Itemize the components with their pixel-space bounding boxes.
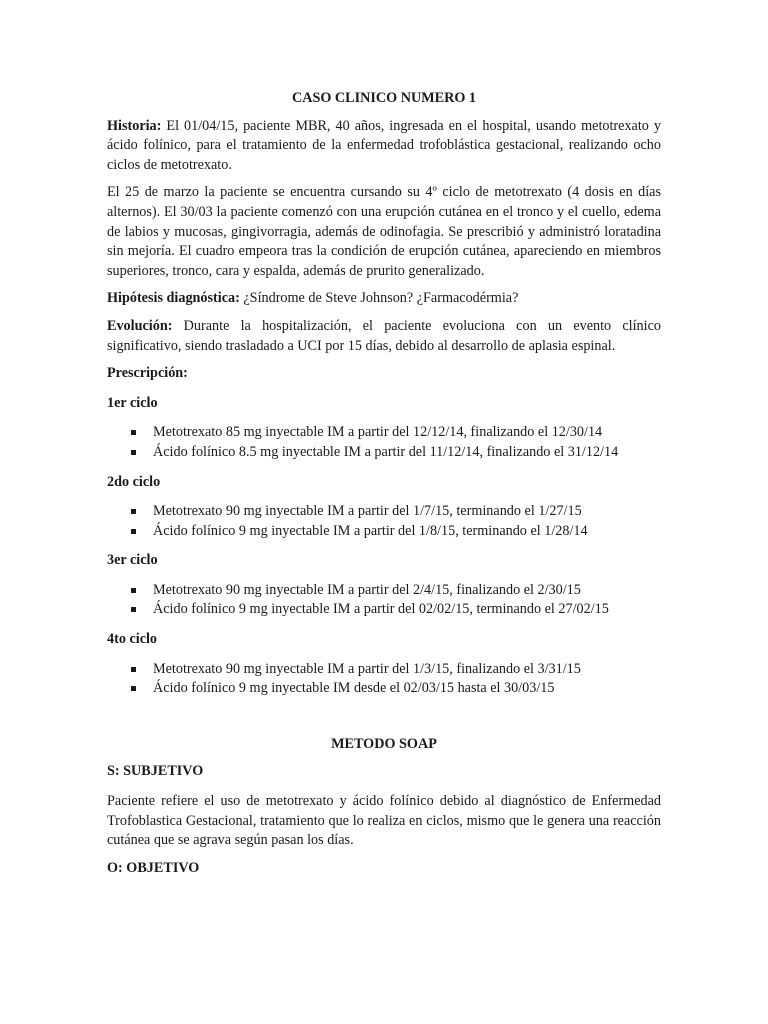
list-item-text: Ácido folínico 8.5 mg inyectable IM a partir del 11/12/14, finalizando el 31/12/14	[153, 443, 619, 460]
square-bullet-icon	[131, 686, 136, 691]
prescripcion-heading: Prescripción:	[107, 365, 188, 382]
cycle-1-list	[107, 423, 661, 462]
square-bullet-icon	[131, 588, 136, 593]
soap-title: METODO SOAP	[331, 735, 437, 752]
evolucion-label: Evolución:	[107, 317, 173, 334]
list-item	[107, 443, 661, 463]
subjetivo-paragraph: Paciente refiere el uso de metotrexato y ácido folínico debido al diagnóstico de Enfermedad Trofoblastica Gestacional, tratamiento que lo realiza en ciclos, mismo que le genera una reacción cutánea que se agrava según pasan los días.	[107, 793, 661, 849]
cycle-4-list	[107, 660, 661, 699]
list-item	[107, 581, 661, 601]
list-item-text: Ácido folínico 9 mg inyectable IM a partir del 02/02/15, terminando el 27/02/15	[153, 601, 609, 618]
list-item	[107, 423, 661, 443]
cycle-4-heading: 4to ciclo	[107, 631, 158, 648]
list-item	[107, 660, 661, 680]
hipotesis-label: Hipótesis diagnóstica:	[107, 290, 240, 307]
document-body	[107, 89, 661, 888]
historia-text: El 01/04/15, paciente MBR, 40 años, ingresada en el hospital, usando metotrexato y ácido folínico, para el tratamiento de la enfermedad trofoblástica gestacional, realizando ocho ciclos de metotrexato.	[107, 117, 661, 173]
square-bullet-icon	[131, 607, 136, 612]
list-item-text: Metotrexato 90 mg inyectable IM a partir del 1/3/15, finalizando el 3/31/15	[153, 660, 581, 677]
list-item	[107, 522, 661, 542]
cycle-2-list	[107, 502, 661, 541]
square-bullet-icon	[131, 509, 136, 514]
square-bullet-icon	[131, 667, 136, 672]
historia-label: Historia:	[107, 117, 162, 134]
cycle-3-heading: 3er ciclo	[107, 552, 158, 569]
evolucion-paragraph	[107, 317, 661, 356]
cycle-3-list	[107, 581, 661, 620]
case-description-paragraph: El 25 de marzo la paciente se encuentra cursando su 4º ciclo de metotrexato (4 dosis en días alternos). El 30/03 la paciente comenzó con una erupción cutánea en el tronco y el cuello, edema de labios y mucosas, gingivorragia, además de odinofagia. Se prescribió y administró loratadina sin mejoría. El cuadro empeora tras la condición de erupción cutánea, apareciendo en miembros superiores, tronco, cara y espalda, además de prurito generalizado.	[107, 184, 661, 279]
list-item	[107, 502, 661, 522]
list-item-text: Ácido folínico 9 mg inyectable IM desde el 02/03/15 hasta el 30/03/15	[153, 680, 555, 697]
hipotesis-text: ¿Síndrome de Steve Johnson? ¿Farmacodérmia?	[239, 290, 519, 307]
section-spacer	[107, 709, 661, 735]
list-item	[107, 679, 661, 699]
document-title: CASO CLINICO NUMERO 1	[291, 90, 477, 106]
square-bullet-icon	[131, 529, 136, 534]
hipotesis-paragraph	[107, 289, 661, 309]
list-item-text: Metotrexato 90 mg inyectable IM a partir del 2/4/15, finalizando el 2/30/15	[153, 581, 581, 598]
objetivo-heading: O: OBJETIVO	[107, 859, 200, 876]
list-item-text: Metotrexato 85 mg inyectable IM a partir del 12/12/14, finalizando el 12/30/14	[153, 424, 603, 441]
evolucion-text: Durante la hospitalización, el paciente evoluciona con un evento clínico significativo, siendo trasladado a UCI por 15 días, debido al desarrollo de aplasia espinal.	[107, 317, 661, 354]
historia-paragraph	[107, 117, 661, 176]
list-item	[107, 600, 661, 620]
subjetivo-heading: S: SUBJETIVO	[107, 763, 204, 780]
list-item-text: Metotrexato 90 mg inyectable IM a partir del 1/7/15, terminando el 1/27/15	[153, 503, 582, 520]
list-item-text: Ácido folínico 9 mg inyectable IM a partir del 1/8/15, terminando el 1/28/14	[153, 522, 588, 539]
cycle-1-heading: 1er ciclo	[107, 394, 158, 411]
square-bullet-icon	[131, 430, 136, 435]
cycle-2-heading: 2do ciclo	[107, 473, 161, 490]
square-bullet-icon	[131, 450, 136, 455]
